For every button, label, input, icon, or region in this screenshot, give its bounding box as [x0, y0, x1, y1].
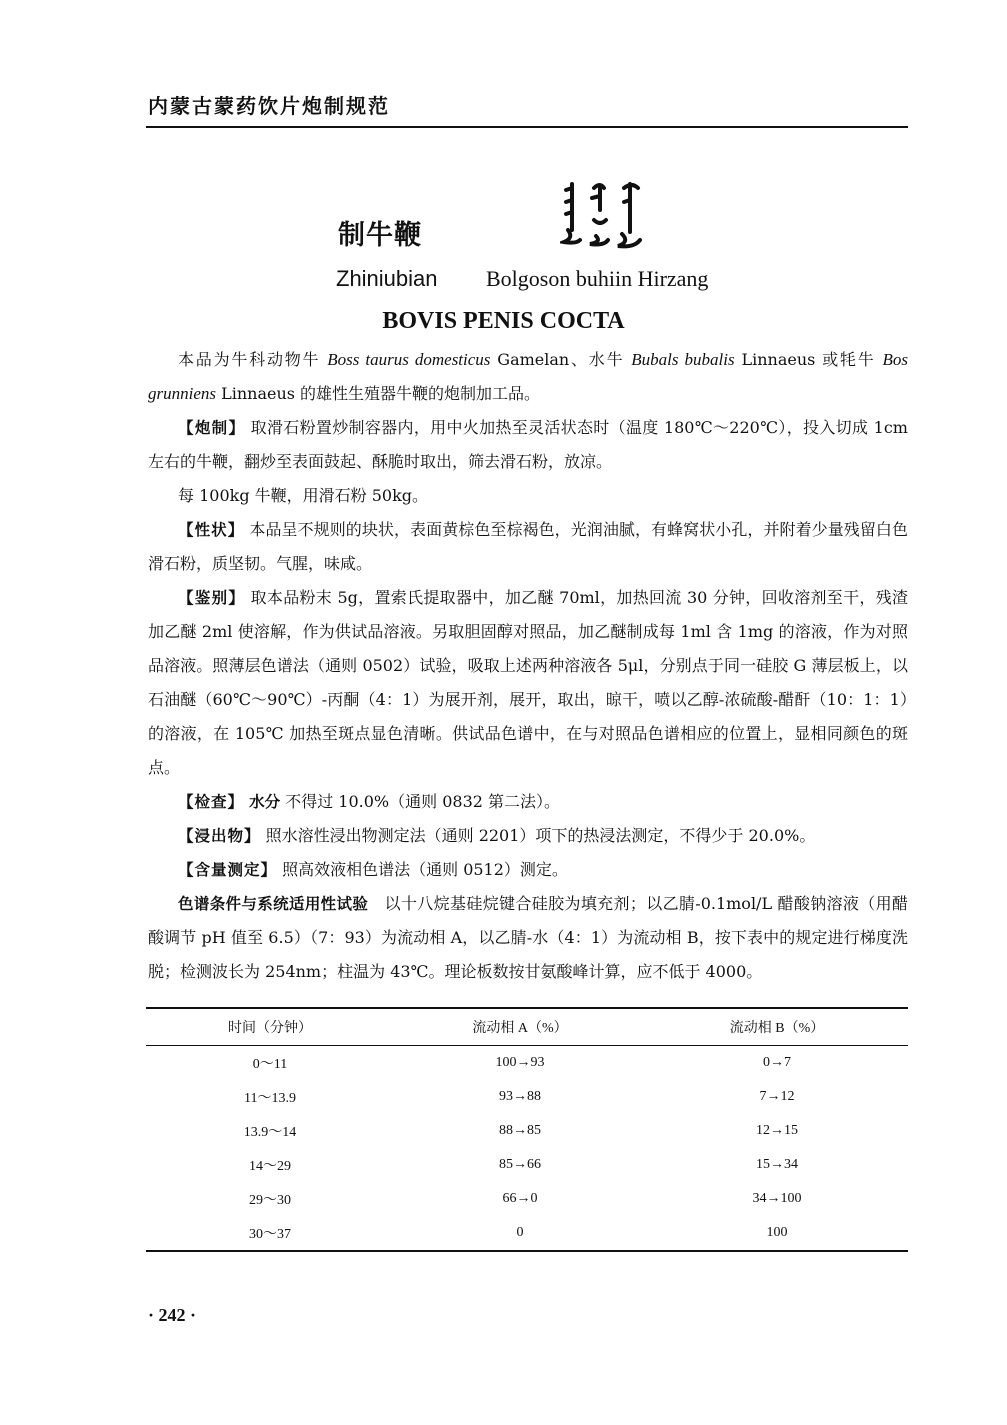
cell-time: 14～29	[249, 1159, 291, 1174]
table-row	[146, 1046, 908, 1081]
assay-heading: 【含量测定】	[178, 861, 278, 879]
title-chinese: 制牛鞭	[338, 220, 422, 251]
processing-text: 取滑石粉置炒制容器内，用中火加热至灵活状态时（温度 180℃～220℃），投入切成 1cm 左右的牛鞭，翻炒至表面鼓起、酥脆时取出，筛去滑石粉，放凉。	[148, 418, 908, 471]
processing-note: 每 100kg 牛鞭，用滑石粉 50kg。	[178, 486, 429, 505]
processing-heading: 【炮制】	[178, 419, 246, 437]
cell-phase-b: 12→15	[756, 1123, 798, 1138]
cell-phase-b: 0→7	[763, 1055, 791, 1070]
cell-time: 30～37	[249, 1227, 291, 1242]
chromatography-heading: 色谱条件与系统适用性试验	[178, 895, 369, 913]
intro-text-2: Gamelan、水牛	[490, 350, 632, 369]
table-row	[146, 1148, 908, 1182]
title-mongolian-latin: Bolgoson buhiin Hirzang	[486, 266, 709, 291]
title-pinyin: Zhiniubian	[336, 266, 438, 291]
extract-text: 照水溶性浸出物测定法（通则 2201）项下的热浸法测定，不得少于 20.0%。	[265, 826, 816, 845]
identification-text: 取本品粉末 5g，置索氏提取器中，加乙醚 70ml，加热回流 30 分钟，回收溶剂至干，残渣加乙醚 2ml 使溶解，作为供试品溶液。另取胆固醇对照品，加乙醚制成每 1ml 含 1mg 的溶液，作为对照品溶液。照薄层色谱法（通则 0502）试验，吸取上述两种溶液各 5μl，分别点于同一硅胶 G 薄层板上，以石油醚（60℃～90℃）-丙酮（4：1）为展开剂，展开，取出，晾干，喷以乙醇-浓硫酸-醋酐（10：1：1）的溶液，在 105℃ 加热至斑点显色清晰。供试品色谱中，在与对照品色谱相应的位置上，显相同颜色的斑点。	[148, 588, 908, 777]
cell-phase-a: 0	[516, 1225, 524, 1240]
cell-time: 29～30	[249, 1193, 291, 1208]
table-header-row	[146, 1008, 908, 1046]
description-paragraph	[148, 513, 908, 581]
chromatography-text: 以十八烷基硅烷键合硅胶为填充剂；以乙腈-0.1mol/L 醋酸钠溶液（用醋酸调节 pH 值至 6.5）（7：93）为流动相 A，以乙腈-水（4：1）为流动相 B，按下表中的规定进行梯度洗脱；检测波长为 254nm；柱温为 43℃。理论板数按甘氨酸峰计算，应不低于 4000。	[148, 894, 908, 981]
header-mobile-phase-b: 流动相 B（%）	[729, 1021, 825, 1036]
processing-paragraph	[148, 411, 908, 479]
intro-text-1: 本品为牛科动物牛	[178, 350, 328, 369]
intro-text-3: Linnaeus 或牦牛	[734, 350, 883, 369]
title-latin: BOVIS PENIS COCTA	[382, 308, 625, 334]
cell-time: 11～13.9	[244, 1091, 296, 1106]
chromatography-paragraph	[148, 887, 908, 989]
description-heading: 【性状】	[178, 521, 245, 539]
table-row	[146, 1216, 908, 1251]
cell-phase-a: 66→0	[502, 1191, 538, 1206]
table-row	[146, 1182, 908, 1216]
cell-phase-b: 7→12	[759, 1089, 795, 1104]
table-row	[146, 1080, 908, 1114]
header-mobile-phase-a: 流动相 A（%）	[472, 1021, 568, 1036]
cell-time: 13.9～14	[243, 1125, 297, 1140]
cell-phase-a: 88→85	[499, 1123, 541, 1138]
table-row	[146, 1114, 908, 1148]
intro-paragraph	[148, 343, 908, 411]
page-number: · 242 ·	[148, 1305, 197, 1325]
running-header: 内蒙古蒙药饮片炮制规范	[148, 94, 390, 118]
description-text: 本品呈不规则的块状，表面黄棕色至棕褐色，光润油腻，有蜂窝状小孔，并附着少量残留白色滑石粉，质坚韧。气腥，味咸。	[148, 520, 908, 573]
extract-heading: 【浸出物】	[178, 827, 261, 845]
cell-time: 0～11	[252, 1057, 288, 1072]
header-time: 时间（分钟）	[228, 1021, 312, 1036]
cell-phase-a: 93→88	[499, 1089, 541, 1104]
assay-text: 照高效液相色谱法（通则 0512）测定。	[282, 860, 568, 879]
inspection-heading: 【检查】	[178, 793, 245, 811]
extract-paragraph	[148, 819, 908, 853]
inspection-text: 不得过 10.0%（通则 0832 第二法）。	[285, 792, 561, 811]
assay-paragraph	[148, 853, 908, 887]
inspection-paragraph	[148, 785, 908, 819]
species-name-1: Boss taurus domesticus	[327, 350, 491, 369]
cell-phase-b: 34→100	[752, 1191, 802, 1206]
intro-text-4: Linnaeus 的雄性生殖器牛鞭的炮制加工品。	[216, 384, 541, 403]
species-name-3: Bos grunniens	[148, 350, 908, 403]
inspection-item: 水分	[249, 793, 281, 811]
mongolian-script-title	[560, 180, 650, 250]
species-name-2: Bubals bubalis	[631, 350, 735, 369]
identification-paragraph	[148, 581, 908, 785]
cell-phase-a: 100→93	[495, 1055, 545, 1070]
gradient-table	[146, 1007, 908, 1252]
identification-heading: 【鉴别】	[178, 589, 246, 607]
monograph-body	[148, 343, 908, 989]
cell-phase-a: 85→66	[499, 1157, 541, 1172]
cell-phase-b: 15→34	[756, 1157, 798, 1172]
header-rule	[146, 126, 908, 128]
cell-phase-b: 100	[766, 1225, 788, 1240]
